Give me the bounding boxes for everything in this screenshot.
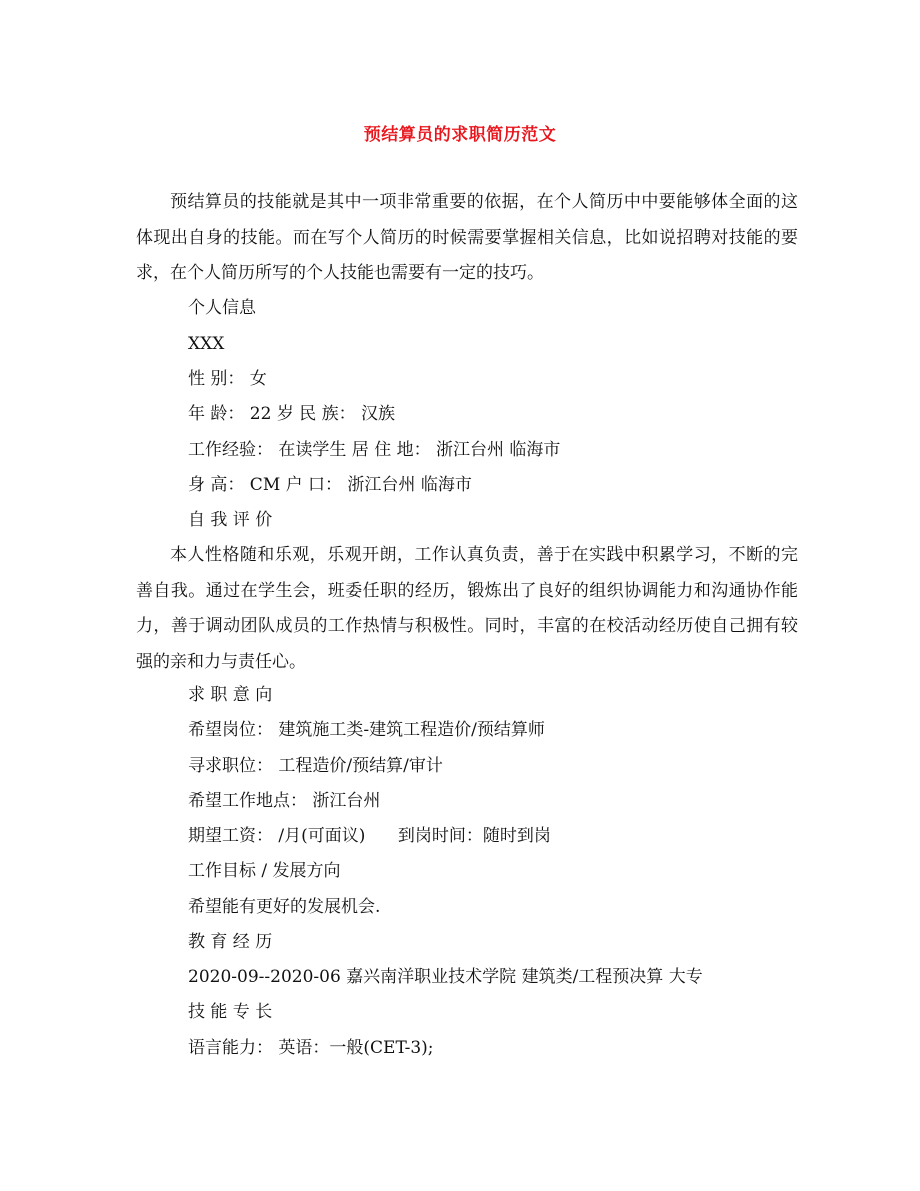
- goal-text: 希望能有更好的发展机会.: [188, 897, 381, 917]
- salary-line: 期望工资： /月(可面议) 到岗时间：随时到岗: [188, 826, 551, 846]
- self-evaluation-heading: 自 我 评 价: [188, 510, 273, 530]
- skills-heading: 技 能 专 长: [188, 1002, 273, 1022]
- height-line: 身 高： CM 户 口： 浙江台州 临海市: [188, 475, 472, 495]
- work-experience-line: 工作经验： 在读学生 居 住 地： 浙江台州 临海市: [188, 440, 561, 460]
- seeking-position-line: 寻求职位： 工程造价/预结算/审计: [188, 756, 443, 776]
- education-heading: 教 育 经 历: [188, 932, 273, 952]
- intro-paragraph: 预结算员的技能就是其中一项非常重要的依据，在个人简历中中要能够体全面的这体现出自身的技能。而在写个人简历的时候需要掌握相关信息，比如说招聘对技能的要求，在个人简历所写的个人技能也需要有一定的技巧。: [136, 192, 798, 283]
- education-line: 2020-09--2020-06 嘉兴南洋职业技术学院 建筑类/工程预决算 大专: [188, 967, 703, 987]
- age-line: 年 龄： 22 岁 民 族： 汉族: [188, 404, 396, 424]
- language-line: 语言能力： 英语：一般(CET-3);: [188, 1038, 434, 1058]
- personal-info-heading: 个人信息: [188, 298, 256, 318]
- self-evaluation-paragraph: 本人性格随和乐观，乐观开朗，工作认真负责，善于在实践中积累学习，不断的完善自我。通过在学生会，班委任职的经历，锻炼出了良好的组织协调能力和沟通协作能力，善于调动团队成员的工作热情与积极性。同时，丰富的在校活动经历使自己拥有较强的亲和力与责任心。: [136, 545, 798, 672]
- job-intent-heading: 求 职 意 向: [188, 685, 273, 705]
- document-title: 预结算员的求职简历范文: [363, 125, 557, 145]
- goal-heading: 工作目标 / 发展方向: [188, 861, 341, 881]
- name-line: XXX: [188, 334, 225, 354]
- desired-location-line: 希望工作地点： 浙江台州: [188, 791, 381, 811]
- desired-position-line: 希望岗位： 建筑施工类-建筑工程造价/预结算师: [188, 720, 545, 740]
- gender-line: 性 别： 女: [188, 369, 267, 389]
